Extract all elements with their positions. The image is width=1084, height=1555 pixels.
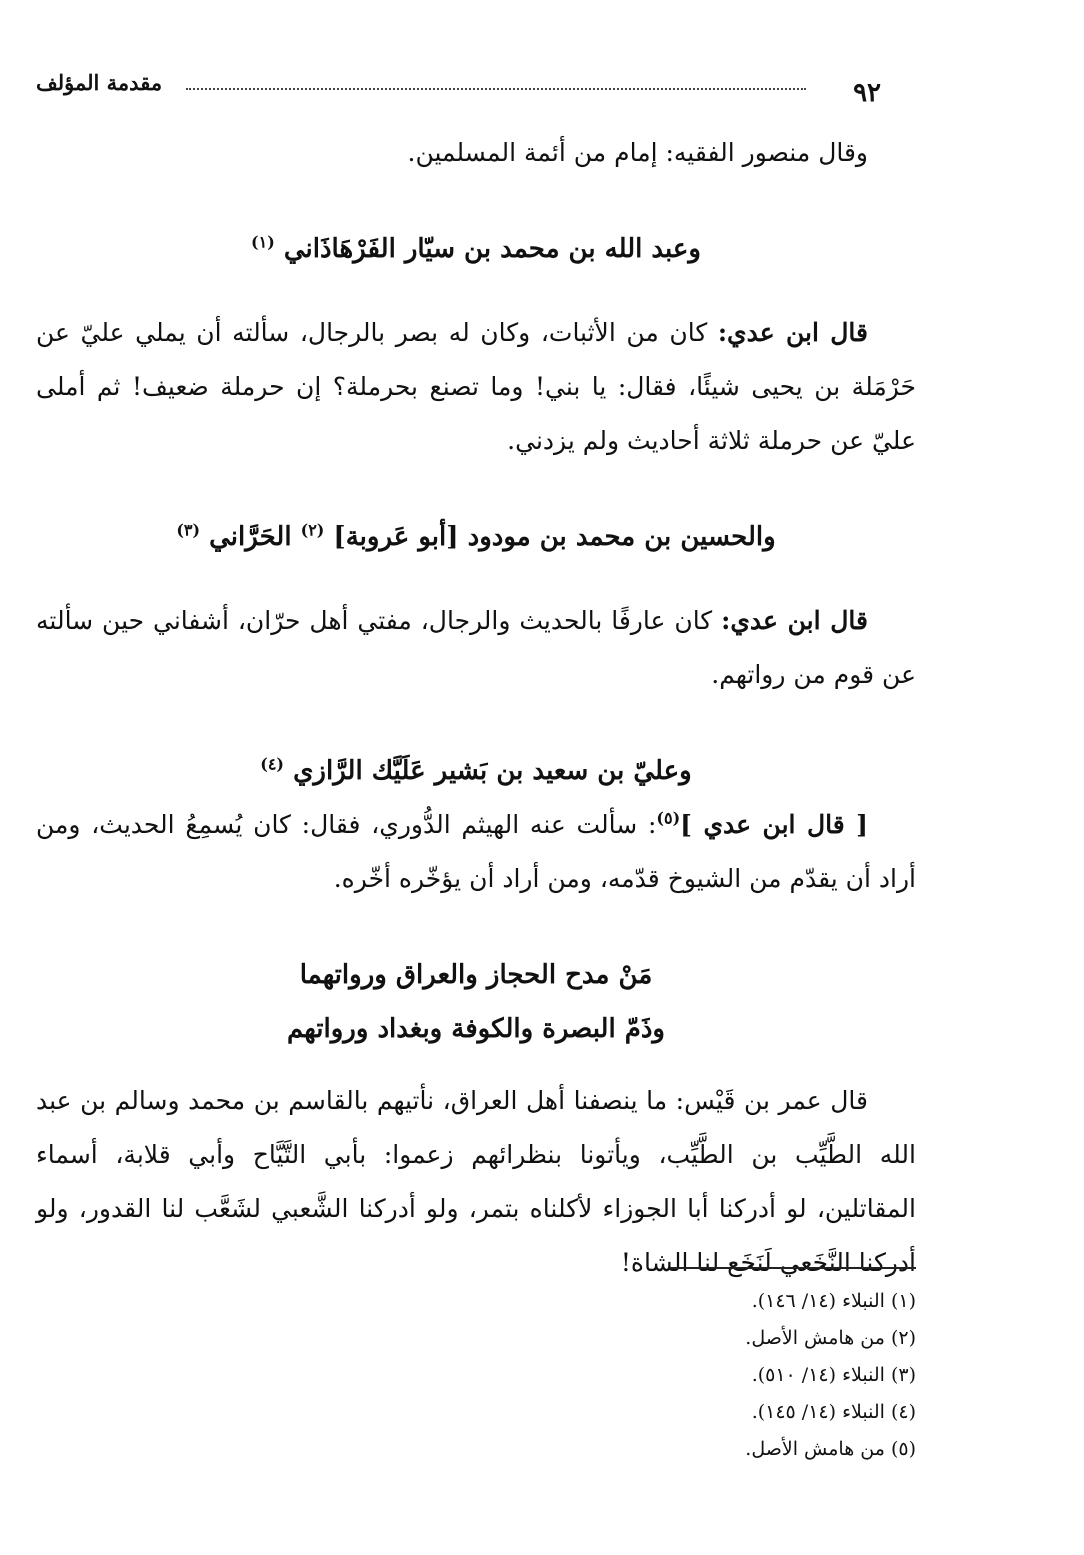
speaker-lead: [ قال ابن عدي ] [680,810,868,839]
footnote-item: (٤) النبلاء (١٤/ ١٤٥). [751,1401,916,1423]
section-heading-harrani [36,510,916,564]
paragraph-text: كان عارفًا بالحديث والرجال، مفتي أهل حرّان، أشفاني حين سألته عن قوم من رواتهم. [36,606,916,689]
paragraph-text: : سألت عنه الهيثم الدُّوري، فقال: كان يُسمِعُ الحديث، ومن أراد أن يقدّم من الشيوخ قدّمه، ومن أراد أن يؤخّره أخّره. [36,810,916,893]
footnote-item: (٣) النبلاء (١٤/ ٥١٠). [751,1364,916,1386]
heading-text: وعبد الله بن محمد بن سيّار الفَرْهَاذَاني [283,234,701,264]
chapter-heading-line-2: وذَمّ البصرة والكوفة وبغداد ورواتهم [286,1014,665,1044]
footnote-marker: (٣) [176,520,201,540]
footnote-item: (٢) من هامش الأصل. [745,1327,916,1349]
main-text [36,126,916,1290]
footnote-marker: (٥) [656,808,681,828]
header-dotted-rule [186,88,806,90]
footnote-marker: (٢) [300,520,325,540]
section-paragraph-harrani [36,594,916,702]
heading-text: والحسين بن محمد بن مودود [أبو عَروبة] [333,522,776,552]
speaker-lead: قال ابن عدي: [721,606,868,635]
footnote-item: (١) النبلاء (١٤/ ١٤٦). [751,1290,916,1312]
footnote-marker: (٤) [260,754,284,774]
page-number: ٩٢ [853,78,881,108]
running-header [36,66,881,114]
heading-text-tail: الحَرَّاني [209,522,301,552]
footnotes-list [500,1283,916,1468]
paragraph-text: كان من الأثبات، وكان له بصر بالرجال، سألته أن يملي عليّ عن حَرْمَلة بن يحيى شيئًا، فقال: يا بني! وما تصنع بحرملة؟ إن حرملة ضعيف! ثم أملى عليّ عن حرملة ثلاثة أحاديث ولم يزدني. [36,318,916,455]
section-heading-razi [36,744,916,798]
chapter-heading-line-1: مَنْ مدح الحجاز والعراق ورواتهما [299,960,653,990]
speaker-lead: قال ابن عدي: [717,318,868,347]
running-title: مقدمة المؤلف [36,70,163,95]
section-paragraph-razi [36,798,916,906]
section-heading-farhadhani [36,222,916,276]
section-paragraph-farhadhani [36,306,916,468]
final-paragraph: قال عمر بن قَيْس: ما ينصفنا أهل العراق، نأتيهم بالقاسم بن محمد وسالم بن عبد الله الطَّيِّب بن الطَّيِّب، ويأتونا بنظرائهم زعموا: بأبي التَّيَّاح وأبي قلابة، أسماء المقاتلين، لو أدركنا أبا الجوزاء لأكلناه بتمر، ولو أدركنا الشَّعبي لشَعَّب لنا القدور، ولو أدركنا النَّخَعي لَنَخَع لنا الشاة! [36,1086,916,1277]
footnote-item: (٥) من هامش الأصل. [745,1438,916,1460]
footnote-marker: (١) [251,232,275,252]
footnote-separator [670,1267,916,1269]
intro-line: وقال منصور الفقيه: إمام من أئمة المسلمين. [407,138,868,167]
heading-text: وعليّ بن سعيد بن بَشير عَلَيَّك الرَّازي [293,756,692,786]
